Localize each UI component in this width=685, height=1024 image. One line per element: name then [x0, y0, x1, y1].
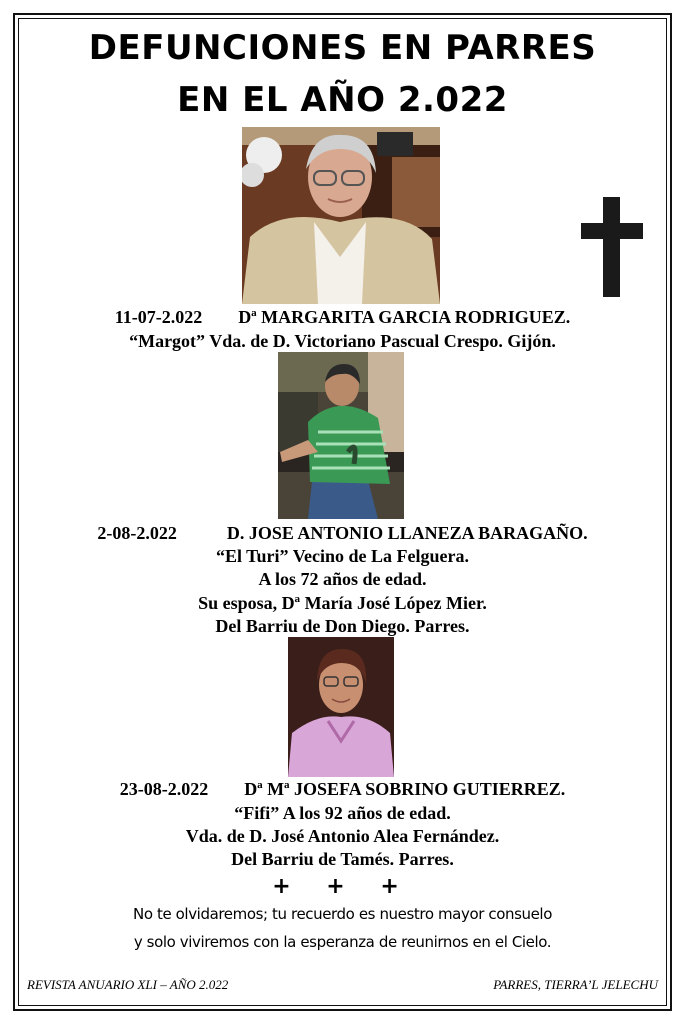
entry-2-date: 2-08-2.022 — [97, 523, 177, 543]
entry-1-date: 11-07-2.022 — [114, 307, 203, 327]
separator-crosses: + + + — [272, 874, 413, 899]
photo-josefa — [288, 637, 394, 777]
entry-2-line-2: A los 72 años de edad. — [258, 569, 427, 589]
photo-jose-antonio — [278, 352, 404, 519]
entry-3-line-1: “Fifi” A los 92 años de edad. — [234, 803, 451, 823]
entry-3-name: Dª Mª JOSEFA SOBRINO GUTIERREZ. — [244, 779, 566, 799]
entry-1-heading — [0, 307, 685, 328]
entry-3-line-2: Vda. de D. José Antonio Alea Fernández. — [185, 826, 500, 846]
entry-2-line-3: Su esposa, Dª María José López Mier. — [198, 593, 487, 613]
footer-left: REVISTA ANUARIO XLI – AÑO 2.022 — [27, 977, 229, 992]
footer-right: PARRES, TIERRA’L JELECHU — [493, 977, 658, 992]
entry-1-name: Dª MARGARITA GARCIA RODRIGUEZ. — [238, 307, 571, 327]
cross-icon — [578, 193, 646, 299]
entry-2-line-1: “El Turi” Vecino de La Felguera. — [215, 546, 470, 566]
entry-2-line-4: Del Barriu de Don Diego. Parres. — [215, 616, 470, 636]
closing-line-1: No te olvidaremos; tu recuerdo es nuestro mayor consuelo — [133, 905, 552, 923]
page-title-line-2: EN EL AÑO 2.022 — [177, 80, 508, 120]
entry-2-heading — [0, 523, 685, 544]
entry-3-heading — [0, 779, 685, 800]
entry-3-date: 23-08-2.022 — [119, 779, 209, 799]
entry-2-name: D. JOSE ANTONIO LLANEZA BARAGAÑO. — [226, 523, 588, 543]
entry-1-line-1: “Margot” Vda. de D. Victoriano Pascual Crespo. Gijón. — [129, 331, 556, 351]
entry-3-line-3: Del Barriu de Tamés. Parres. — [231, 849, 454, 869]
closing-line-2: y solo viviremos con la esperanza de reunirnos en el Cielo. — [133, 933, 552, 951]
page-title-line-1: DEFUNCIONES EN PARRES — [88, 28, 597, 68]
photo-margarita — [242, 127, 440, 304]
